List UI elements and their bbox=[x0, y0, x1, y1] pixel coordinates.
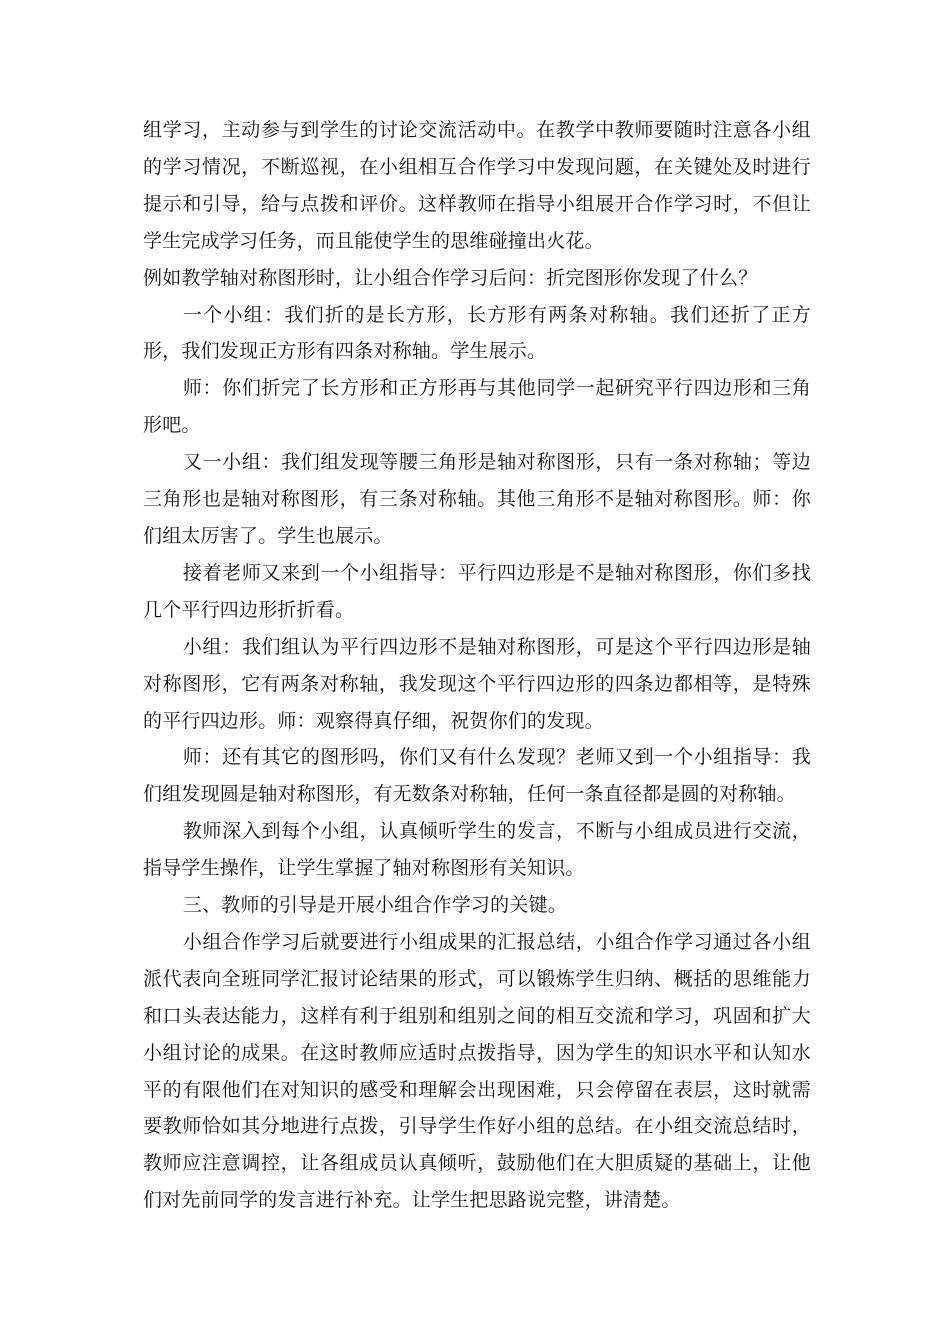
paragraph-example-intro: 例如教学轴对称图形时，让小组合作学习后问：折完图形你发现了什么？ bbox=[143, 266, 758, 289]
document-body bbox=[143, 112, 811, 1219]
paragraph-teacher-guidance: 接着老师又来到一个小组指导：平行四边形是不是轴对称图形，你们多找几个平行四边形折折看。 bbox=[143, 561, 811, 621]
paragraph-group-rectangle: 一个小组：我们折的是长方形，长方形有两条对称轴。我们还折了正方形，我们发现正方形有四条对称轴。学生展示。 bbox=[143, 303, 811, 363]
paragraph-group-triangle: 又一小组：我们组发现等腰三角形是轴对称图形，只有一条对称轴；等边三角形也是轴对称图形，有三条对称轴。其他三角形不是轴对称图形。师：你们组太厉害了。学生也展示。 bbox=[143, 451, 811, 547]
paragraph-teacher-prompt: 师：你们折完了长方形和正方形再与其他同学一起研究平行四边形和三角形吧。 bbox=[143, 377, 811, 437]
paragraph-group-study-intro: 组学习，主动参与到学生的讨论交流活动中。在教学中教师要随时注意各小组的学习情况，不断巡视，在小组相互合作学习中发现问题，在关键处及时进行提示和引导，给与点拨和评价。这样教师在指导小组展开合作学习时，不但让学生完成学习任务，而且能使学生的思维碰撞出火花。 bbox=[143, 119, 811, 252]
paragraph-teacher-summary: 教师深入到每个小组，认真倾听学生的发言，不断与小组成员进行交流，指导学生操作，让学生掌握了轴对称图形有关知识。 bbox=[143, 820, 811, 880]
section-heading-three: 三、教师的引导是开展小组合作学习的关键。 bbox=[182, 894, 567, 917]
paragraph-group-circle: 师：还有其它的图形吗，你们又有什么发现？老师又到一个小组指导：我们组发现圆是轴对称图形，有无数条对称轴，任何一条直径都是圆的对称轴。 bbox=[143, 746, 811, 806]
paragraph-report-summary: 小组合作学习后就要进行小组成果的汇报总结，小组合作学习通过各小组派代表向全班同学汇报讨论结果的形式，可以锻炼学生归纳、概括的思维能力和口头表达能力，这样有利于组别和组别之间的相互交流和学习，巩固和扩大小组讨论的成果。在这时教师应适时点拨指导，因为学生的知识水平和认知水平的有限他们在对知识的感受和理解会出现困难，只会停留在表层，这时就需要教师恰如其分地进行点拨，引导学生作好小组的总结。在小组交流总结时，教师应注意调控，让各组成员认真倾听，鼓励他们在大胆质疑的基础上，让他们对先前同学的发言进行补充。让学生把思路说完整，讲清楚。 bbox=[143, 930, 811, 1212]
paragraph-group-parallelogram: 小组：我们组认为平行四边形不是轴对称图形，可是这个平行四边形是轴对称图形，它有两条对称轴，我发现这个平行四边形的四条边都相等，是特殊的平行四边形。师：观察得真仔细，祝贺你们的发现。 bbox=[143, 635, 811, 732]
